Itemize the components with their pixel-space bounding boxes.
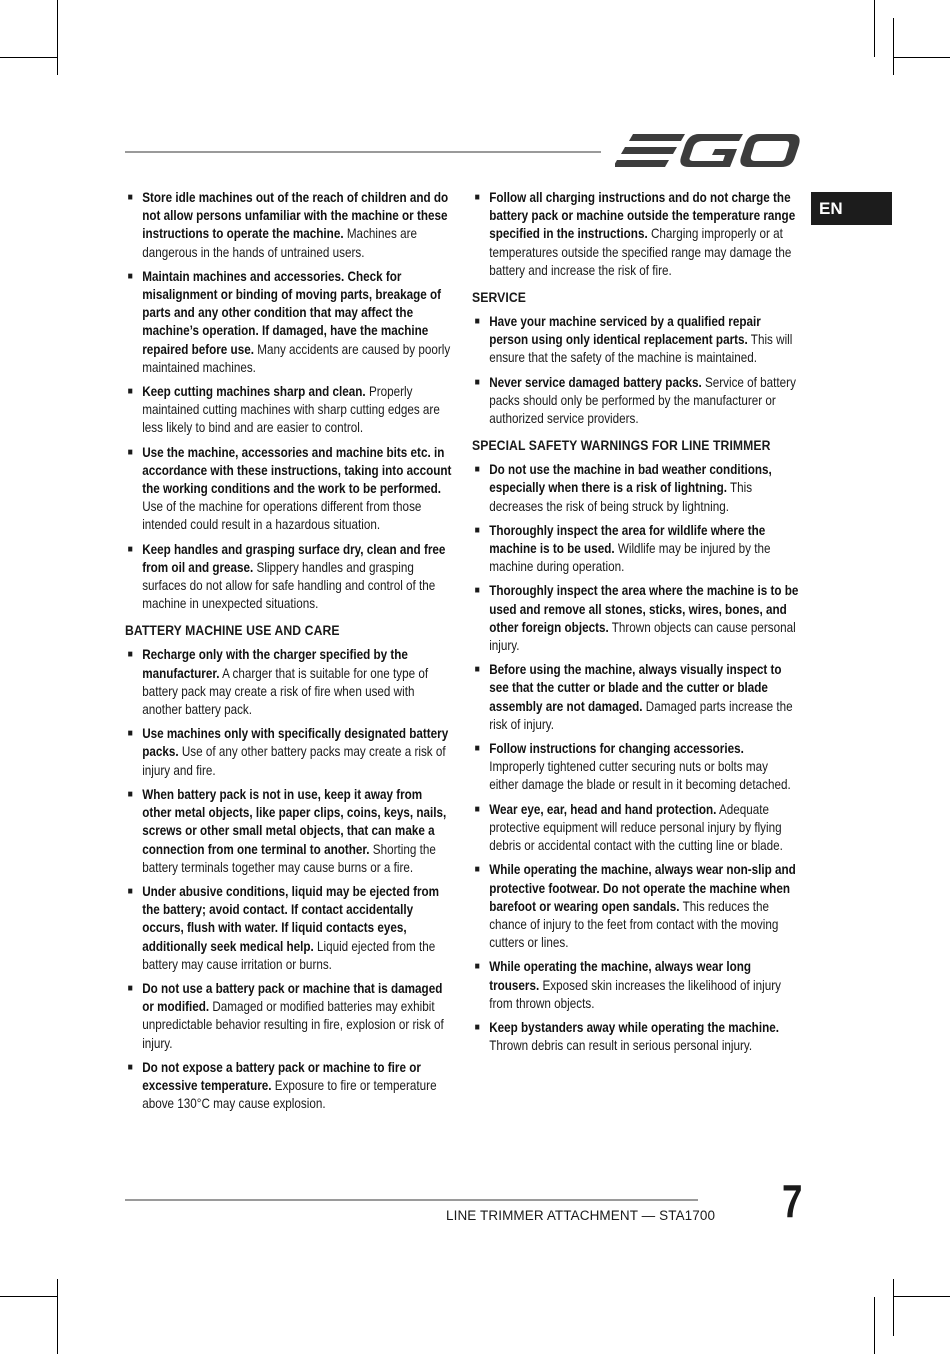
list-item: ■ Before using the machine, always visually inspect to see that the cutter or blade and the cutter or blade assembly are not damaged. Damaged parts increase the risk of injury. <box>474 662 793 732</box>
list-item: ■ While operating the machine, always wear non-slip and protective footwear. Do not operate the machine when barefoot or wearing open sandals. This reduces the chance of injury to the feet from contact with the moving cutters or lines. <box>474 862 796 951</box>
footer-rule <box>125 1199 698 1201</box>
crop-mark <box>874 1297 875 1354</box>
crop-mark <box>893 1296 950 1297</box>
right-column <box>472 189 800 1061</box>
list-item: ■ Follow instructions for changing accessories. Improperly tightened cutter securing nuts or bolts may either damage the blade or result in it becoming detached. <box>474 741 791 793</box>
square-bullet-icon: ■ <box>127 649 133 661</box>
special-safety-list <box>472 461 799 1055</box>
square-bullet-icon: ■ <box>127 728 133 740</box>
square-bullet-icon: ■ <box>474 1021 480 1033</box>
list-item: ■ Keep bystanders away while operating the machine. Thrown debris can result in serious personal injury. <box>474 1019 779 1054</box>
list-item: ■ Keep cutting machines sharp and clean. Properly maintained cutting machines with sharp cutting edges are less likely to bind and are easier to control. <box>127 384 440 436</box>
square-bullet-icon: ■ <box>127 885 133 897</box>
language-tab: EN <box>811 192 892 225</box>
square-bullet-icon: ■ <box>474 376 480 388</box>
square-bullet-icon: ■ <box>474 192 480 203</box>
list-item: ■ Thoroughly inspect the area for wildlife where the machine is to be used. Wildlife may be injured by the machine during operation. <box>474 522 771 575</box>
square-bullet-icon: ■ <box>127 1061 133 1073</box>
square-bullet-icon: ■ <box>127 788 133 800</box>
square-bullet-icon: ■ <box>474 316 480 328</box>
general-safety-list <box>125 189 454 613</box>
square-bullet-icon: ■ <box>474 803 480 815</box>
crop-mark <box>0 1296 57 1297</box>
list-item: ■ Never service damaged battery packs. Service of battery packs should only be performed by the manufacturer or authorized service providers. <box>474 374 796 427</box>
list-item: ■ Follow all charging instructions and do not charge the battery pack or machine outside the temperature range specified in the instructions. Charging improperly or at temperatures outside the specified range may damage the battery and increase the risk of fire. <box>474 190 796 278</box>
square-bullet-icon: ■ <box>474 585 480 597</box>
list-item: ■ Do not use a battery pack or machine that is damaged or modified. Damaged or modified batteries may exhibit unpredictable behavior resulting in fire, explosion or risk of injury. <box>127 980 444 1051</box>
service-list <box>472 313 799 428</box>
square-bullet-icon: ■ <box>127 446 133 458</box>
ego-logo <box>615 130 800 172</box>
footer-title: LINE TRIMMER ATTACHMENT — STA1700 <box>446 1208 716 1223</box>
charging-list <box>472 189 799 280</box>
square-bullet-icon: ■ <box>474 743 480 755</box>
square-bullet-icon: ■ <box>474 524 480 536</box>
square-bullet-icon: ■ <box>474 961 480 973</box>
list-item: ■ Use machines only with specifically designated battery packs. Use of any other battery packs may create a risk of injury and fire. <box>127 726 449 778</box>
square-bullet-icon: ■ <box>474 464 480 476</box>
list-item: ■ Use the machine, accessories and machine bits etc. in accordance with these instructions, taking into account the working conditions and the work to be performed. Use of the machine for operations different from those intended could result in a hazardous situation. <box>127 444 452 533</box>
section-heading-service: SERVICE <box>472 290 526 307</box>
square-bullet-icon: ■ <box>127 543 133 555</box>
crop-mark <box>0 57 57 58</box>
list-item: ■ While operating the machine, always wear long trousers. Exposed skin increases the likelihood of injury from thrown objects. <box>474 959 781 1011</box>
list-item: ■ Recharge only with the charger specified by the manufacturer. A charger that is suitable for one type of battery pack may create a risk of fire when used with another battery pack. <box>127 647 429 718</box>
crop-mark <box>893 1279 894 1336</box>
list-item: ■ Keep handles and grasping surface dry, clean and free from oil and grease. Slippery handles and grasping surfaces do not allow for safe handling and control of the machine in unexpected situations. <box>127 541 446 612</box>
square-bullet-icon: ■ <box>127 386 133 398</box>
list-item: ■ Have your machine serviced by a qualified repair person using only identical replacement parts. This will ensure that the safety of the machine is maintained. <box>474 314 793 366</box>
crop-mark <box>893 57 950 58</box>
square-bullet-icon: ■ <box>474 864 480 876</box>
list-item: ■ Do not use the machine in bad weather conditions, especially when there is a risk of lightning. This decreases the risk of being struck by lightning. <box>474 462 772 514</box>
battery-list <box>125 646 454 1113</box>
list-item: ■ Store idle machines out of the reach of children and do not allow persons unfamiliar with the machine or these instructions to operate the machine. Machines are dangerous in the hands of untrained users. <box>127 190 449 260</box>
square-bullet-icon: ■ <box>127 192 133 203</box>
crop-mark <box>57 0 58 75</box>
list-item: ■ Under abusive conditions, liquid may be ejected from the battery; avoid contact. If contact accidentally occurs, flush with water. If liquid contacts eyes, additionally seek medical help. Liquid ejected from the battery may cause irritation or burns. <box>127 883 440 972</box>
list-item: ■ Wear eye, ear, head and hand protection. Adequate protective equipment will reduce personal injury by flying debris or accidental contact with the cutting line or blade. <box>474 801 783 854</box>
square-bullet-icon: ■ <box>127 982 133 994</box>
square-bullet-icon: ■ <box>474 664 480 676</box>
crop-mark <box>57 1279 58 1354</box>
crop-mark <box>874 0 875 57</box>
section-heading-battery: BATTERY MACHINE USE AND CARE <box>125 623 340 640</box>
section-heading-special-safety: SPECIAL SAFETY WARNINGS FOR LINE TRIMMER <box>472 438 771 455</box>
page-number: 7 <box>782 1175 803 1227</box>
header-rule <box>125 151 601 153</box>
square-bullet-icon: ■ <box>127 270 133 282</box>
left-column <box>125 189 455 1119</box>
list-item: ■ Maintain machines and accessories. Check for misalignment or binding of moving parts, breakage of parts and any other condition that may affect the machine’s operation. If damaged, have the machine repaired before use. Many accidents are caused by poorly maintained machines. <box>127 268 451 375</box>
list-item: ■ Do not expose a battery pack or machine to fire or excessive temperature. Exposure to fire or temperature above 130°C may cause explosion. <box>127 1059 437 1112</box>
list-item: ■ When battery pack is not in use, keep it away from other metal objects, like paper clips, coins, keys, nails, screws or other small metal objects, that can make a connection from one terminal to another. Shorting the battery terminals together may cause burns or a fire. <box>127 786 447 875</box>
list-item: ■ Thoroughly inspect the area where the machine is to be used and remove all stones, sticks, wires, bones, and other foreign objects. Thrown objects can cause personal injury. <box>474 583 799 654</box>
crop-mark <box>893 18 894 75</box>
